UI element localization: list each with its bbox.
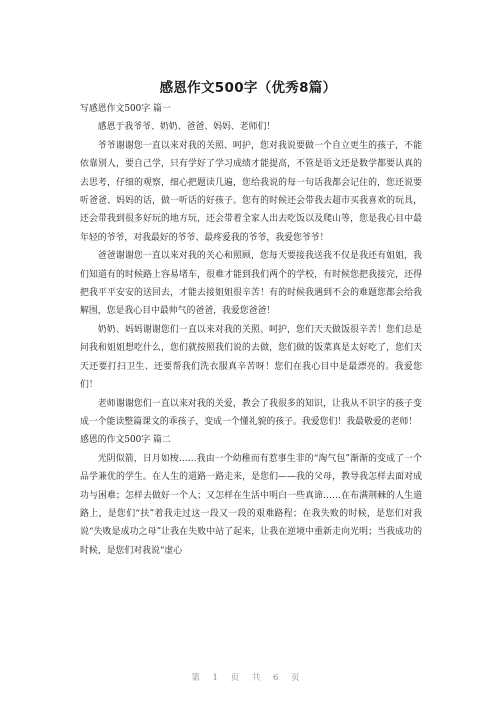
paragraph: 感恩于我爷爷、奶奶、爸爸、妈妈、老师们！	[97, 122, 276, 133]
paragraph: 光阴似箭，日月如梭……我由一个幼稚而有惹事生非的“淘气包”渐渐的变成了一个品学兼优的学生。在人生的道路一路走来，是您们——我的父母，教导我怎样去面对成功与困难；怎样去做好一个人；又怎样在生活中明白一些真谛……在布满荆棘的人生道路上，是您们“扶”着我走过这一段又一段的艰难路程；在我失败的时候，是您们对我说“失败是成功之母”让我在失败中站了起来，让我在逆境中重新走向光明；当我成功的时候，是您们对我说“虚心	[80, 453, 422, 556]
paragraph: 爷爷谢谢您一直以来对我的关照、呵护，您对我说要做一个自立更生的孩子，不能依靠别人，要自己学，只有学好了学习成绩才能提高，不管是语文还是数学都要认真的去思考，仔细的观察，细心把题读几遍，您给我说的每一句话我都会记住的，您还说要听爸爸、妈妈的话，做一听话的好孩子。您有的时候还会带我去超市买我喜欢的玩具，还会带我到很多好玩的地方玩，还会带着全家人出去吃饭以及爬山等，您是我心目中最年轻的爷爷，对我最好的爷爷、最疼爱我的爷爷，我爱您爷爷！	[80, 140, 422, 243]
section-heading: 写感恩作文500字 篇一	[80, 104, 171, 114]
paragraph: 老师谢谢您们一直以来对我的关爱，教会了我很多的知识，让我从不识字的孩子变成一个能读整篇课文的乖孩子，变成一个懂礼貌的孩子。我爱您们！我最敬爱的老师！	[80, 398, 422, 427]
section-heading: 感恩的作文500字 篇二	[80, 435, 171, 446]
document-title: 感恩作文500字（优秀8篇）	[159, 80, 337, 96]
page-footer: 第 1 页 共 6 页	[191, 673, 305, 683]
document-body	[80, 100, 422, 560]
paragraph: 奶奶、妈妈谢谢您们一直以来对我的关照、呵护，您们天天做饭很辛苦！您们总是问我和姐姐想吃什么，您们就按照我们说的去做，您们做的饭菜真是太好吃了，您们天天还要打扫卫生、还要帮我们洗衣服真辛苦呀！您们在我心目中是最漂亮的。我爱您们！	[80, 324, 422, 391]
paragraph: 爸爸谢谢您一直以来对我的关心和照顾，您每天要接我送我不仅是我还有姐姐，我们知道有的时候路上容易堵车，很难才能到我们两个的学校，有时候您把我接完，还得把我平平安安的送回去，才能去接姐姐很辛苦！有的时候我遇到不会的难题您都会给我解围，您是我心目中最帅气的爸爸，我爱您爸爸！	[80, 251, 422, 317]
